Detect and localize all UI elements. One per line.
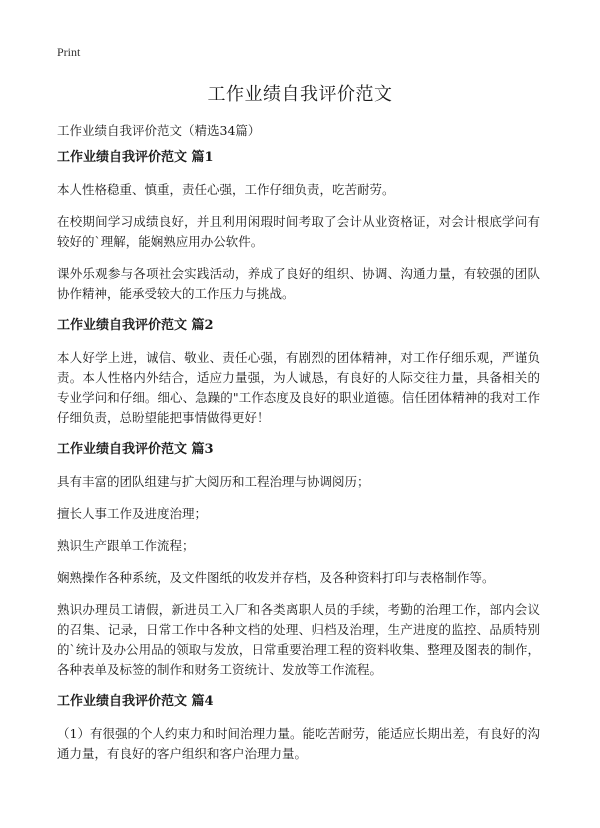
- section-heading: 工作业绩自我评价范文 篇3: [57, 442, 214, 457]
- section-heading: 工作业绩自我评价范文 篇1: [57, 150, 214, 165]
- paragraph: 具有丰富的团队组建与扩大阅历和工程治理与协调阅历；: [57, 474, 370, 489]
- paragraph: 本人好学上进，诚信、敬业、责任心强，有剧烈的团体精神，对工作仔细乐观，严谨负责。本人性格内外结合，适应力量强，为人诚恳，有良好的人际交往力量，具备相关的专业学问和仔细。细心、急躁的"工作态度及良好的职业道德。信任团体精神的我对工作仔细负责，总盼望能把事情做得更好！: [57, 350, 540, 425]
- section-4: [57, 692, 540, 764]
- document-title: 工作业绩自我评价范文: [207, 84, 393, 105]
- section-heading: 工作业绩自我评价范文 篇4: [57, 694, 214, 709]
- paragraph: 课外乐观参与各项社会实践活动，养成了良好的组织、协调、沟通力量，有较强的团队协作精神，能承受较大的工作压力与挑战。: [57, 266, 540, 301]
- print-label: Print: [57, 45, 81, 59]
- paragraph: 熟识办理员工请假，新进员工入厂和各类离职人员的手续，考勤的治理工作，部内会议的召集、记录，日常工作中各种文档的处理、归档及治理，生产进度的监控、品质特别的`统计及办公用品的领取与发放，日常重要治理工程的资料收集、整理及图表的制作，各种表单及标签的制作和财务工资统计、发放等工作流程。: [57, 602, 540, 677]
- paragraph: 擅长人事工作及进度治理；: [57, 506, 208, 521]
- paragraph: 熟识生产跟单工作流程；: [57, 538, 195, 553]
- document-body: [57, 148, 540, 776]
- section-1: [57, 148, 540, 304]
- section-heading: 工作业绩自我评价范文 篇2: [57, 318, 214, 333]
- paragraph: 娴熟操作各种系统，及文件图纸的收发并存档，及各种资料打印与表格制作等。: [57, 570, 495, 585]
- paragraph: （1）有很强的个人约束力和时间治理力量。能吃苦耐劳，能适应长期出差，有良好的沟通力量，有良好的客户组织和客户治理力量。: [57, 726, 540, 761]
- paragraph: 在校期间学习成绩良好，并且利用闲瑕时间考取了会计从业资格证，对会计根底学问有较好的`理解，能娴熟应用办公软件。: [57, 214, 540, 249]
- paragraph: 本人性格稳重、慎重，责任心强，工作仔细负责，吃苦耐劳。: [57, 182, 395, 197]
- section-3: [57, 440, 540, 680]
- section-2: [57, 316, 540, 428]
- document-subtitle: 工作业绩自我评价范文（精选34篇）: [57, 123, 261, 138]
